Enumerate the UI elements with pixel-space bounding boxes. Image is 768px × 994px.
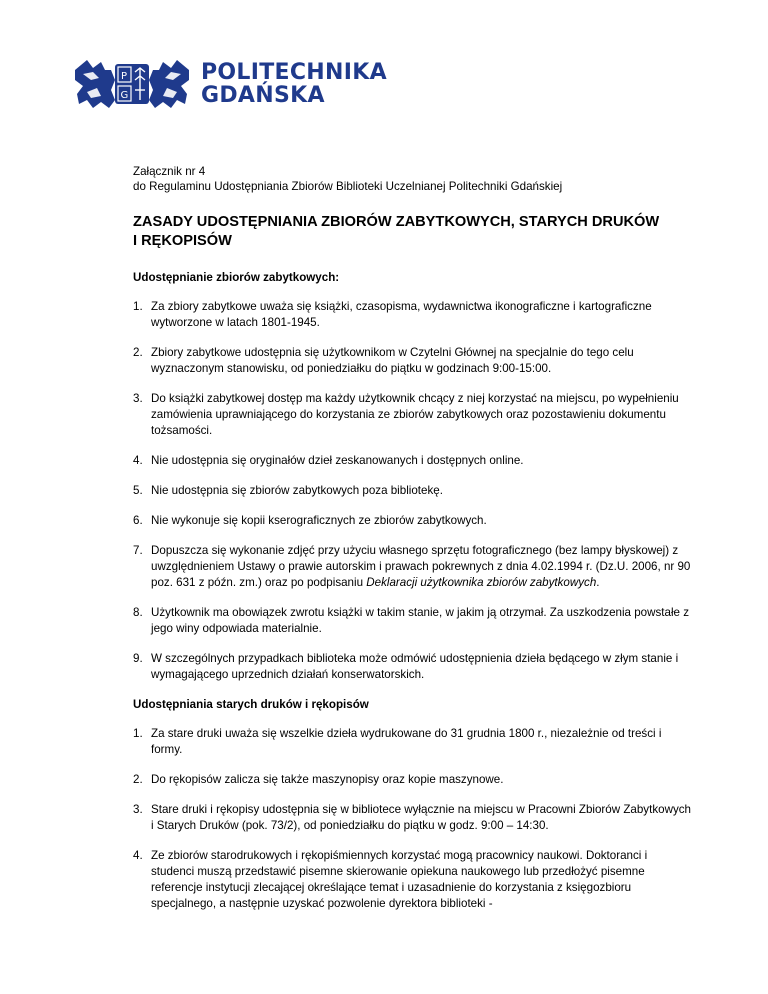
document-body bbox=[133, 164, 693, 912]
title-line-1: ZASADY UDOSTĘPNIANIA ZBIORÓW ZABYTKOWYCH, STARYCH DRUKÓW bbox=[133, 214, 660, 230]
section-2-heading: Udostępniania starych druków i rękopisów bbox=[133, 698, 369, 711]
list-item: 1. Za zbiory zabytkowe uważa się książki, czasopisma, wydawnictwa ikonograficzne i kartograficzne wytworzone w latach 1801-1945. bbox=[133, 300, 652, 329]
logo-line-1: POLITECHNIKA bbox=[201, 60, 387, 85]
list-item: 2. Do rękopisów zalicza się także maszynopisy oraz kopie maszynowe. bbox=[133, 773, 504, 786]
list-item: 3. Do książki zabytkowej dostęp ma każdy użytkownik chcący z niej korzystać na miejscu, po wypełnieniu zamówienia uprawniającego do korzystania ze zbiorów zabytkowych oraz pozostawieniu dokumentu tożsamości. bbox=[133, 392, 679, 437]
emblem-letter-p: P bbox=[121, 71, 128, 82]
list-item: 8. Użytkownik ma obowiązek zwrotu książki w takim stanie, w jakim ją otrzymał. Za uszkodzenia powstałe z jego winy odpowiada materialnie. bbox=[133, 606, 690, 635]
declaration-title: Deklaracji użytkownika zbiorów zabytkowych bbox=[366, 576, 597, 589]
section-1-list bbox=[133, 299, 693, 683]
emblem-letter-g: G bbox=[120, 90, 129, 101]
document-title bbox=[133, 213, 693, 251]
university-logo bbox=[71, 56, 387, 112]
title-line-2: I RĘKOPISÓW bbox=[133, 233, 232, 249]
list-item: 6. Nie wykonuje się kopii kserograficznych ze zbiorów zabytkowych. bbox=[133, 514, 487, 527]
section-1-heading: Udostępnianie zbiorów zabytkowych: bbox=[133, 271, 340, 284]
annex-line-1: Załącznik nr 4 bbox=[133, 165, 206, 178]
annex-line-2: do Regulaminu Udostępniania Zbiorów Biblioteki Uczelnianej Politechniki Gdańskiej bbox=[133, 180, 563, 193]
section-historic-collections bbox=[133, 270, 693, 683]
list-item: 1. Za stare druki uważa się wszelkie dzieła wydrukowane do 31 grudnia 1800 r., niezależnie od treści i formy. bbox=[133, 727, 662, 756]
list-item: 5. Nie udostępnia się zbiorów zabytkowych poza bibliotekę. bbox=[133, 484, 443, 497]
list-item: 4. Ze zbiorów starodrukowych i rękopiśmiennych korzystać mogą pracownicy naukowi. Doktoranci i studenci muszą przedstawić pisemne skierowanie opiekuna naukowego lub przedłożyć pisemne referencje instytucji zlecającej określające temat i uzasadnienie do korzystania z księgozbioru specjalnego, a następnie uzyskać pozwolenie dyrektora biblioteki - bbox=[133, 849, 648, 910]
university-name bbox=[201, 61, 387, 107]
list-item: 3. Stare druki i rękopisy udostępnia się w bibliotece wyłącznie na miejscu w Pracowni Zbiorów Zabytkowych i Starych Druków (pok. 73/2), od poniedziałku do piątku w godz. 9:00 – 14:30. bbox=[133, 803, 691, 832]
griffins-emblem-icon bbox=[71, 56, 193, 112]
list-item: 4. Nie udostępnia się oryginałów dzieł zeskanowanych i dostępnych online. bbox=[133, 454, 524, 467]
list-item: 2. Zbiory zabytkowe udostępnia się użytkownikom w Czytelni Głównej na specjalnie do tego celu wyznaczonym stanowisku, od poniedziałku do piątku w godzinach 9:00-15:00. bbox=[133, 346, 634, 375]
list-item: 7. Dopuszcza się wykonanie zdjęć przy użyciu własnego sprzętu fotograficznego (bez lampy błyskowej) z uwzględnieniem Ustawy o prawie autorskim i prawach pokrewnych z dnia 4.02.1994 r. (Dz.U. 2006, nr 90 poz. 631 z późn. zm.) oraz po podpisaniu Deklaracji użytkownika zbiorów zabytkowych. bbox=[133, 544, 691, 589]
list-item: 9. W szczególnych przypadkach biblioteka może odmówić udostępnienia dzieła będącego w złym stanie i wymagającego uprzednich działań konserwatorskich. bbox=[133, 652, 679, 681]
annex-note bbox=[133, 164, 693, 194]
section-2-list bbox=[133, 726, 693, 912]
logo-line-2: GDAŃSKA bbox=[201, 83, 325, 108]
section-old-prints-manuscripts bbox=[133, 697, 693, 912]
